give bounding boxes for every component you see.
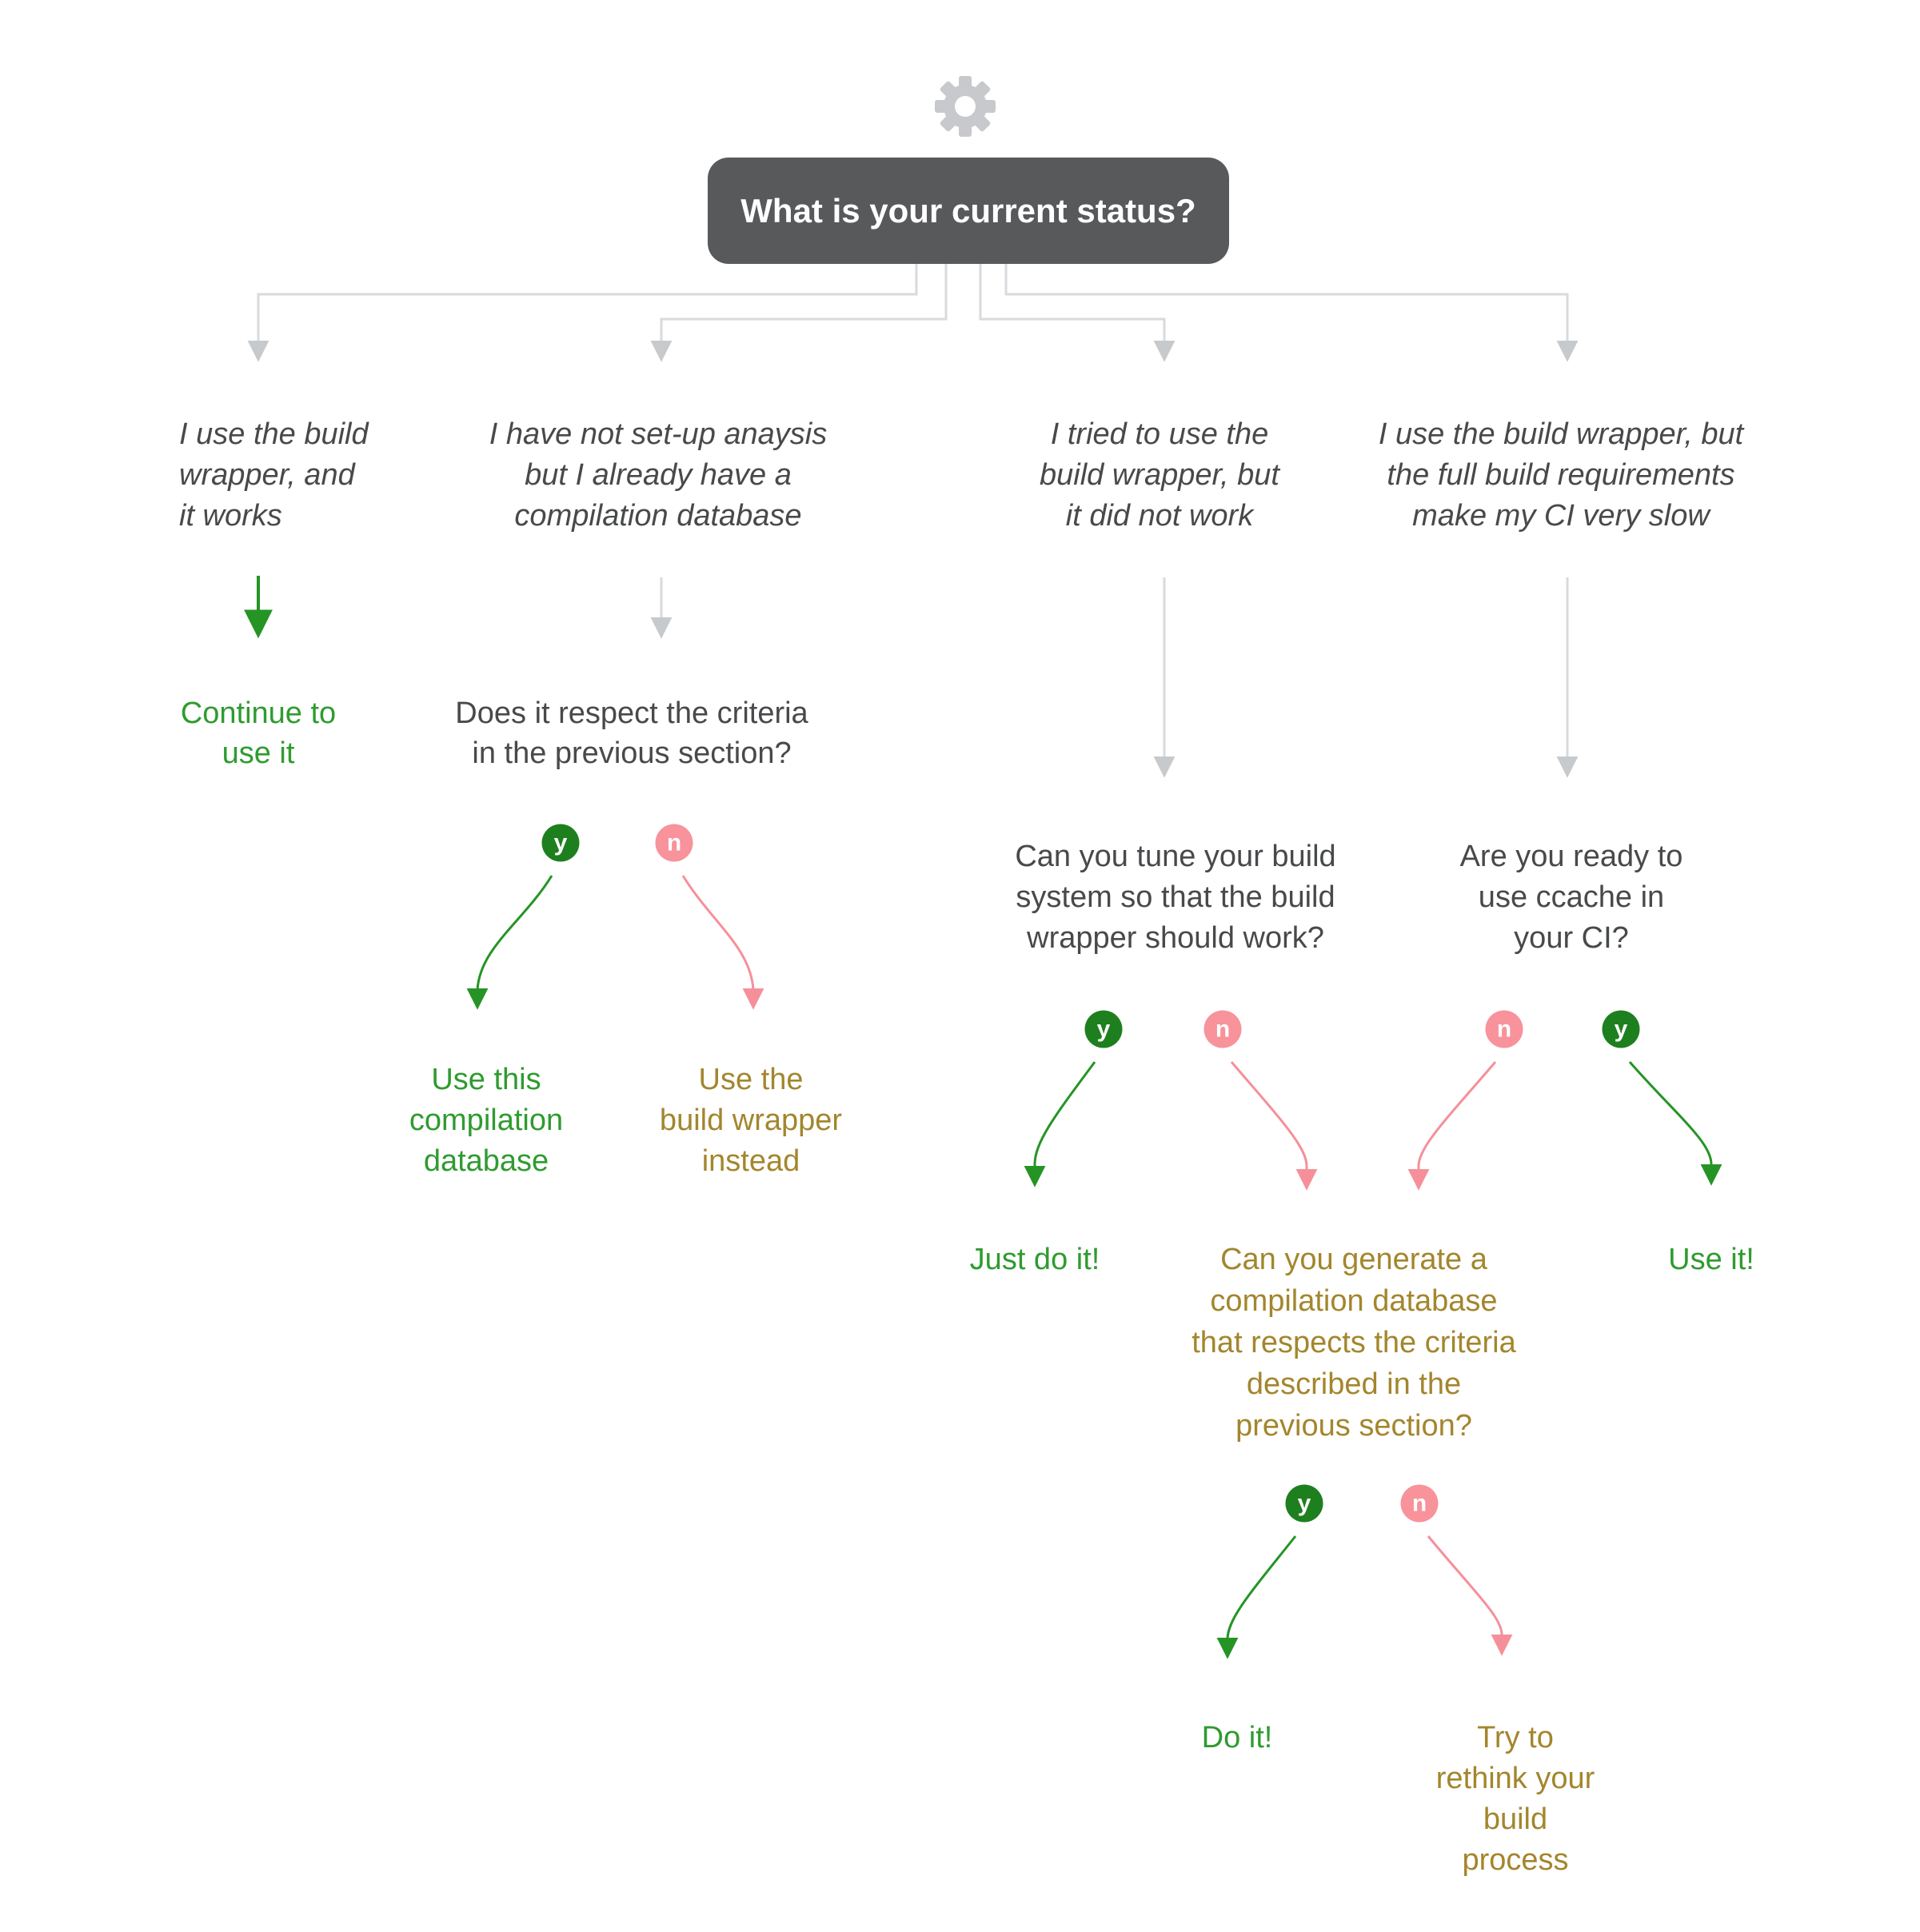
badge-no-tune-build: n <box>1204 1011 1242 1048</box>
branch-line-2 <box>661 264 946 353</box>
badge-no-generate-compdb: n <box>1401 1485 1439 1523</box>
question-use-ccache: Are you ready to use ccache in your CI? <box>1459 840 1683 955</box>
outcome-use-it: Use it! <box>1668 1243 1754 1276</box>
badge-yes-tune-build: y <box>1085 1011 1123 1048</box>
statement-no-analysis-have-compdb: I have not set-up anaysis but I already have a compilation database <box>489 417 828 533</box>
outcome-continue-to-use-it: Continue to use it <box>180 697 337 770</box>
statement-build-wrapper-works: I use the build wrapper, and it works <box>179 417 369 533</box>
arrow-yes-use-it <box>1630 1062 1711 1177</box>
arrow-yes-use-compdb <box>477 876 552 1001</box>
arrow-no-rethink <box>1428 1536 1502 1647</box>
statement-ci-very-slow: I use the build wrapper, but the full build requirements make my CI very slow <box>1378 417 1744 533</box>
outcome-just-do-it: Just do it! <box>969 1243 1100 1276</box>
badge-yes-use-ccache: y <box>1603 1011 1640 1048</box>
outcome-use-this-compilation-database: Use this compilation database <box>409 1063 564 1178</box>
badge-yes-generate-compdb: y <box>1286 1485 1323 1523</box>
root-question-text: What is your current status? <box>740 191 1196 230</box>
root-question-box <box>708 158 1229 264</box>
badge-no-respect-criteria: n <box>656 824 693 862</box>
outcome-use-build-wrapper-instead: Use the build wrapper instead <box>659 1063 843 1178</box>
gear-icon <box>935 76 996 137</box>
arrow-yes-do-it <box>1227 1536 1295 1651</box>
badge-yes-respect-criteria: y <box>542 824 580 862</box>
question-generate-compilation-database: Can you generate a compilation database that respects the criteria described in the previous section? <box>1192 1243 1516 1443</box>
arrow-no-use-wrapper <box>683 876 753 1001</box>
arrow-yes-just-do-it <box>1035 1062 1095 1179</box>
badge-no-use-ccache: n <box>1486 1011 1523 1048</box>
outcome-do-it: Do it! <box>1201 1721 1273 1754</box>
branch-line-4 <box>1006 264 1567 353</box>
arrow-no-generate-compdb-left <box>1231 1062 1307 1182</box>
arrow-no-generate-compdb-right <box>1419 1062 1495 1182</box>
question-tune-build-system: Can you tune your build system so that the build wrapper should work? <box>1015 840 1336 955</box>
branch-line-1 <box>258 264 916 353</box>
branch-line-3 <box>980 264 1164 353</box>
outcome-rethink-build-process: Try to rethink your build process <box>1435 1721 1595 1877</box>
question-respect-criteria: Does it respect the criteria in the previous section? <box>455 697 808 770</box>
statement-wrapper-did-not-work: I tried to use the build wrapper, but it did not work <box>1040 417 1279 533</box>
